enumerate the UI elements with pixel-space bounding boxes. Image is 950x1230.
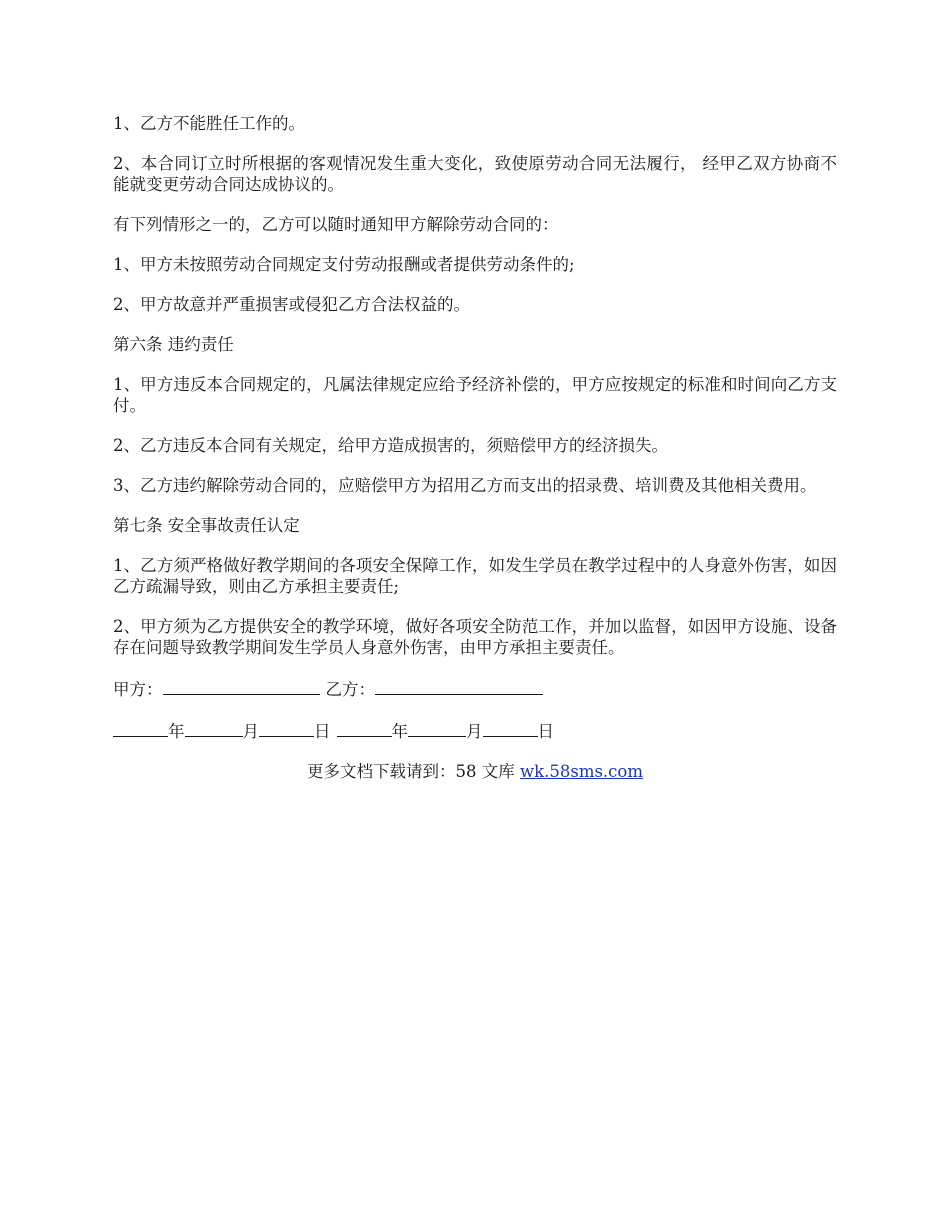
section-heading: 第六条 违约责任 bbox=[113, 335, 234, 354]
paragraph: 2、本合同订立时所根据的客观情况发生重大变化，致使原劳动合同无法履行， 经甲乙双方协商不能就变更劳动合同达成协议的。 bbox=[113, 154, 837, 194]
footer bbox=[113, 761, 837, 782]
month-blank bbox=[408, 719, 466, 737]
paragraph: 1、乙方须严格做好教学期间的各项安全保障工作，如发生学员在教学过程中的人身意外伤害，如因乙方疏漏导致，则由乙方承担主要责任; bbox=[113, 556, 837, 596]
party-b-blank bbox=[375, 677, 543, 695]
day-label: 日 bbox=[537, 722, 554, 741]
footer-text: 更多文档下载请到：58 文库 bbox=[306, 762, 520, 781]
day-label: 日 bbox=[314, 722, 331, 741]
day-blank bbox=[259, 719, 314, 737]
party-a-label: 甲方： bbox=[113, 680, 163, 699]
paragraph: 1、乙方不能胜任工作的。 bbox=[113, 114, 305, 133]
year-blank bbox=[113, 719, 168, 737]
paragraph: 2、甲方故意并严重损害或侵犯乙方合法权益的。 bbox=[113, 295, 470, 314]
party-b-label: 乙方： bbox=[325, 680, 375, 699]
section-heading: 第七条 安全事故责任认定 bbox=[113, 516, 300, 535]
paragraph: 1、甲方未按照劳动合同规定支付劳动报酬或者提供劳动条件的; bbox=[113, 255, 575, 274]
paragraph: 有下列情形之一的，乙方可以随时通知甲方解除劳动合同的： bbox=[113, 215, 559, 234]
signature-line bbox=[113, 677, 837, 700]
month-blank bbox=[185, 719, 243, 737]
party-a-blank bbox=[163, 677, 320, 695]
year-label: 年 bbox=[168, 722, 185, 741]
paragraph: 2、甲方须为乙方提供安全的教学环境，做好各项安全防范工作，并加以监督，如因甲方设施、设备存在问题导致教学期间发生学员人身意外伤害，由甲方承担主要责任。 bbox=[113, 617, 837, 657]
paragraph: 1、甲方违反本合同规定的，凡属法律规定应给予经济补偿的，甲方应按规定的标准和时间向乙方支付。 bbox=[113, 375, 837, 415]
month-label: 月 bbox=[242, 722, 259, 741]
date-line bbox=[113, 719, 837, 742]
document-page bbox=[113, 113, 837, 782]
paragraph: 2、乙方违反本合同有关规定，给甲方造成损害的，须赔偿甲方的经济损失。 bbox=[113, 436, 668, 455]
paragraph: 3、乙方违约解除劳动合同的，应赔偿甲方为招用乙方而支出的招录费、培训费及其他相关费用。 bbox=[113, 476, 817, 495]
year-blank bbox=[337, 719, 392, 737]
month-label: 月 bbox=[466, 722, 483, 741]
year-label: 年 bbox=[391, 722, 408, 741]
footer-link[interactable]: wk.58sms.com bbox=[519, 762, 643, 781]
day-blank bbox=[483, 719, 538, 737]
